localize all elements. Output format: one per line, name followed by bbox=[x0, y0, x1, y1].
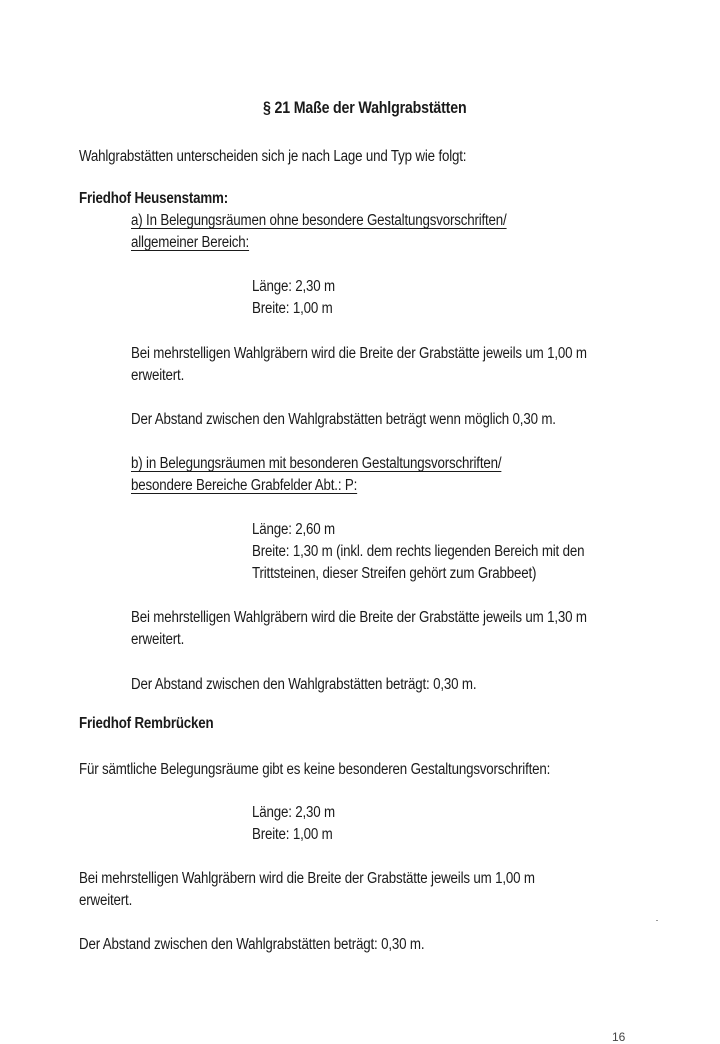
intro-text: Wahlgrabstätten unterscheiden sich je nach Lage und Typ wie folgt: bbox=[79, 148, 467, 165]
subsection-b-heading-line2: besondere Bereiche Grabfelder Abt.: P: bbox=[131, 477, 358, 494]
rembruecken-mehrstellig-line1: Bei mehrstelligen Wahlgräbern wird die Breite der Grabstätte jeweils um 1,00 m bbox=[79, 870, 535, 887]
rembruecken-mehrstellig-line2: erweitert. bbox=[79, 892, 133, 909]
section-heading-rembruecken: Friedhof Rembrücken bbox=[79, 715, 214, 732]
a-breite: Breite: 1,00 m bbox=[252, 300, 333, 317]
a-laenge: Länge: 2,30 m bbox=[252, 278, 336, 295]
b-breite-line2: Trittsteinen, dieser Streifen gehört zum Grabbeet) bbox=[252, 565, 537, 582]
subsection-a-heading-line2: allgemeiner Bereich: bbox=[131, 234, 250, 251]
rembruecken-breite: Breite: 1,00 m bbox=[252, 826, 333, 843]
section-heading-heusenstamm: Friedhof Heusenstamm: bbox=[79, 190, 228, 207]
rembruecken-abstand: Der Abstand zwischen den Wahlgrabstätten beträgt: 0,30 m. bbox=[79, 936, 425, 953]
b-mehrstellig-line2: erweitert. bbox=[131, 631, 185, 648]
page-number: 16 bbox=[612, 1030, 626, 1044]
a-abstand: Der Abstand zwischen den Wahlgrabstätten beträgt wenn möglich 0,30 m. bbox=[131, 411, 556, 428]
b-laenge: Länge: 2,60 m bbox=[252, 521, 336, 538]
a-mehrstellig-line1: Bei mehrstelligen Wahlgräbern wird die Breite der Grabstätte jeweils um 1,00 m bbox=[131, 345, 587, 362]
a-mehrstellig-line2: erweitert. bbox=[131, 367, 185, 384]
scan-speck bbox=[656, 920, 658, 921]
b-mehrstellig-line1: Bei mehrstelligen Wahlgräbern wird die Breite der Grabstätte jeweils um 1,30 m bbox=[131, 609, 587, 626]
rembruecken-intro: Für sämtliche Belegungsräume gibt es keine besonderen Gestaltungsvorschriften: bbox=[79, 761, 551, 778]
subsection-a-heading-line1: a) In Belegungsräumen ohne besondere Gestaltungsvorschriften/ bbox=[131, 212, 507, 229]
b-breite-line1: Breite: 1,30 m (inkl. dem rechts liegenden Bereich mit den bbox=[252, 543, 585, 560]
b-abstand: Der Abstand zwischen den Wahlgrabstätten beträgt: 0,30 m. bbox=[131, 676, 477, 693]
subsection-b-heading-line1: b) in Belegungsräumen mit besonderen Gestaltungsvorschriften/ bbox=[131, 455, 502, 472]
rembruecken-laenge: Länge: 2,30 m bbox=[252, 804, 336, 821]
page-title: § 21 Maße der Wahlgrabstätten bbox=[263, 99, 467, 117]
